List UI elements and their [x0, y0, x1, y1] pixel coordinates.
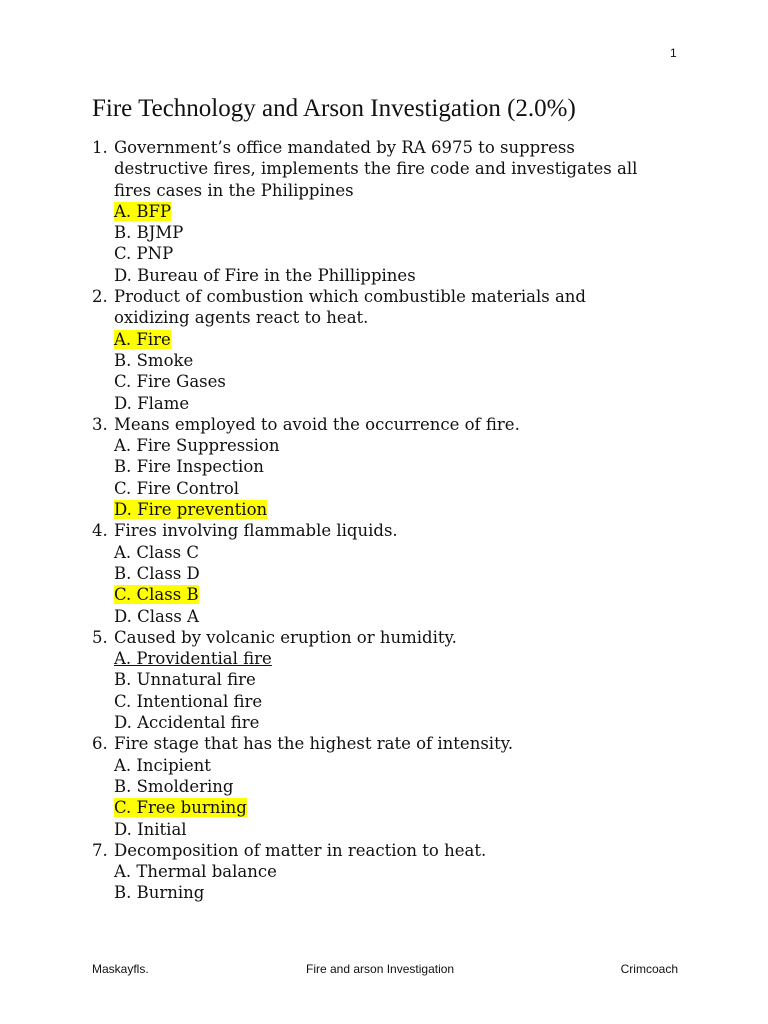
question-5 — [92, 627, 692, 648]
question-number: 3. — [92, 414, 108, 434]
answer-option — [92, 201, 692, 222]
answer-option: C. Intentional fire — [114, 691, 263, 711]
question-text — [114, 627, 692, 648]
answer-option: B. Unnatural fire — [114, 670, 256, 690]
answer-option: B. Smoldering — [114, 776, 234, 796]
answer-option: D. Initial — [114, 819, 187, 839]
answer-option — [92, 329, 692, 350]
question-2 — [92, 286, 692, 329]
answer-option: A. Class C — [114, 542, 199, 562]
question-text-line: Means employed to avoid the occurrence of fire. — [114, 414, 520, 434]
question-3 — [92, 414, 692, 435]
highlighted-answer: A. Fire — [114, 329, 171, 349]
answer-option: A. Thermal balance — [114, 862, 277, 882]
question-text-line: Caused by volcanic eruption or humidity. — [114, 627, 457, 647]
question-number: 7. — [92, 840, 108, 860]
highlighted-answer: C. Free burning — [114, 798, 247, 818]
answer-option: D. Accidental fire — [114, 713, 260, 733]
answer-option: A. Incipient — [114, 755, 211, 775]
footer-brand: Crimcoach — [620, 962, 678, 976]
question-number: 5. — [92, 627, 108, 647]
footer-subject: Fire and arson Investigation — [306, 962, 455, 976]
question-number: 6. — [92, 734, 108, 754]
question-text — [114, 286, 692, 329]
question-number: 2. — [92, 287, 108, 307]
answer-option: D. Class A — [114, 606, 199, 626]
question-text — [114, 520, 692, 541]
question-4 — [92, 520, 692, 541]
answer-option — [92, 648, 692, 669]
question-number: 1. — [92, 138, 108, 157]
answer-option: B. Smoke — [114, 350, 194, 370]
underlined-answer: A. Providential fire — [114, 649, 272, 669]
question-text-line: fires cases in the Philippines — [114, 180, 354, 200]
question-text-line: destructive fires, implements the fire code and investigates all — [114, 159, 638, 179]
question-text — [114, 137, 692, 201]
answer-option — [92, 584, 692, 605]
answer-option: C. Fire Control — [114, 478, 240, 498]
question-number: 4. — [92, 521, 108, 541]
answer-option: B. BJMP — [114, 223, 184, 243]
footer-author: Maskayfls. — [92, 962, 149, 976]
question-text — [114, 733, 692, 754]
question-text-line: Product of combustion which combustible materials and — [114, 287, 586, 307]
answer-option: B. Burning — [114, 883, 205, 903]
question-1 — [92, 137, 692, 201]
answer-option: C. Fire Gases — [114, 372, 226, 392]
answer-option — [92, 797, 692, 818]
question-text-line: Fire stage that has the highest rate of intensity. — [114, 734, 514, 754]
highlighted-answer: A. BFP — [114, 201, 172, 221]
highlighted-answer: C. Class B — [114, 585, 199, 605]
document-title: Fire Technology and Arson Investigation (2.0%) — [92, 95, 576, 122]
question-text-line: Fires involving flammable liquids. — [114, 521, 398, 541]
answer-option: D. Bureau of Fire in the Phillippines — [114, 265, 416, 285]
question-list — [92, 137, 692, 904]
question-text-line: oxidizing agents react to heat. — [114, 308, 369, 328]
highlighted-answer: D. Fire prevention — [114, 500, 268, 520]
question-text — [114, 414, 692, 435]
answer-option: C. PNP — [114, 244, 174, 264]
answer-option — [92, 499, 692, 520]
page-number: 1 — [670, 46, 677, 60]
question-text-line: Decomposition of matter in reaction to heat. — [114, 840, 487, 860]
question-6 — [92, 733, 692, 754]
answer-option: D. Flame — [114, 393, 190, 413]
answer-option: A. Fire Suppression — [114, 436, 280, 456]
answer-option: B. Fire Inspection — [114, 457, 264, 477]
question-7 — [92, 840, 692, 861]
answer-option: B. Class D — [114, 563, 200, 583]
question-text — [114, 840, 692, 861]
question-text-line: Government’s office mandated by RA 6975 to suppress — [114, 138, 575, 157]
